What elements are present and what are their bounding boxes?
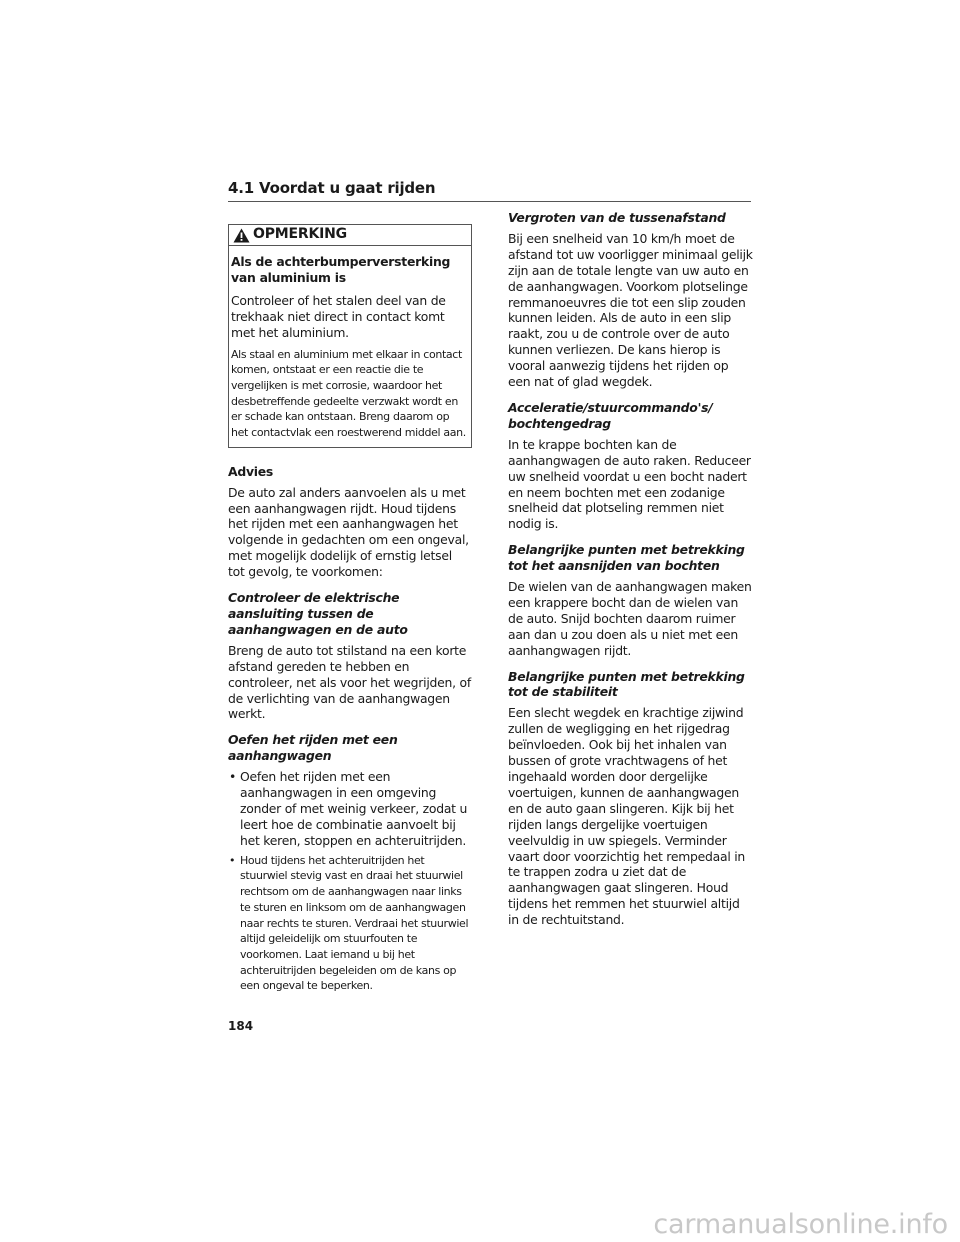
notice-subtitle: Als de achterbumperversterking van aluminium is bbox=[231, 254, 451, 285]
subheading-stability: Belangrijke punten met betrekking tot de stabiliteit bbox=[508, 668, 745, 700]
paragraph-distance: Bij een snelheid van 10 km/h moet de afstand tot uw voorligger minimaal gelijk zijn aan de totale lengte van uw auto en de aanhangwagen. Voorkom plotselinge remmanoeuvres die tot een slip zouden kunnen leiden. Als de auto in een slip raakt, zou u de controle over de auto kunnen verliezen. De kans hierop is vooral aanwezig tijdens het rijden op een nat of glad wegdek. bbox=[508, 230, 753, 390]
section-heading: 4.1 Voordat u gaat rijden bbox=[228, 179, 436, 197]
right-column bbox=[508, 210, 754, 932]
list-item: • Oefen het rijden met een aanhangwagen in een omgeving zonder of met weinig verkeer, zodat u leert hoe de combinatie aanvoelt bij het keren, stoppen en achteruitrijden. bbox=[228, 769, 472, 849]
notice-box bbox=[228, 224, 472, 448]
list-item: • Houd tijdens het achteruitrijden het stuurwiel stevig vast en draai het stuurwiel rechtsom om de aanhangwagen naar links te sturen en linksom om de aanhangwagen naar rechts te sturen. Verdraai het stuurwiel altijd geleidelijk om stuurfouten te voorkomen. Laat iemand u bij het achteruitrijden begeleiden om de kans op een ongeval te beperken. bbox=[228, 853, 472, 994]
paragraph-stability: Een slecht wegdek en krachtige zijwind zullen de wegligging en het rijgedrag beïnvloeden. Ook bij het inhalen van bussen of grote vrachtwagens of het ingehaald worden door dergelijke voertuigen, kunnen de aanhangwagen en de auto gaan slingeren. Kijk bij het rijden langs dergelijke voertuigen veelvuldig in uw spiegels. Verminder vaart door voorzichtig het rempedaal in te trappen zodra u ziet dat de aanhangwagen gaat slingeren. Houd tijdens het remmen het stuurwiel altijd in de rechtuitstand. bbox=[508, 705, 746, 928]
paragraph-cornering: De wielen van de aanhangwagen maken een krappere bocht dan de wielen van de auto. Snijd bochten daarom ruimer aan dan u zou doen als u niet met een aanhangwagen rijdt. bbox=[508, 579, 752, 658]
intro-paragraph: De auto zal anders aanvoelen als u met een aanhangwagen rijdt. Houd tijdens het rijden met een aanhangwagen het volgende in gedachten om een ongeval, met mogelijk dodelijk of ernstig letsel tot gevolg, te voorkomen: bbox=[228, 484, 469, 580]
page-number: 184 bbox=[228, 1019, 254, 1033]
subheading-cornering: Belangrijke punten met betrekking tot het aansnijden van bochten bbox=[508, 542, 745, 574]
subheading-acceleration: Acceleratie/stuurcommando's/ bochtengedrag bbox=[508, 399, 713, 431]
subheading-distance: Vergroten van de tussenafstand bbox=[508, 210, 726, 225]
left-column bbox=[228, 210, 472, 998]
subheading-electrical: Controleer de elektrische aansluiting tussen de aanhangwagen en de auto bbox=[228, 590, 408, 637]
section-title-advies: Advies bbox=[228, 463, 274, 479]
notice-label: OPMERKING bbox=[253, 226, 347, 243]
notice-header bbox=[229, 225, 471, 246]
notice-text: Controleer of het stalen deel van de trekhaak niet direct in contact komt met het aluminium. bbox=[231, 292, 446, 340]
practice-bullet-list bbox=[228, 769, 472, 994]
notice-body bbox=[229, 246, 471, 447]
warning-triangle-icon bbox=[233, 228, 250, 243]
paragraph-electrical: Breng de auto tot stilstand na een korte afstand gereden te hebben en controleer, net als voor het wegrijden, of de verlichting van de aanhangwagen werkt. bbox=[228, 642, 471, 722]
paragraph-acceleration: In te krappe bochten kan de aanhangwagen de auto raken. Reduceer uw snelheid voordat u een bocht nadert en neem bochten met een zodanige snelheid dat plotseling remmen niet nodig is. bbox=[508, 436, 751, 532]
subheading-practice: Oefen het rijden met een aanhangwagen bbox=[228, 732, 398, 764]
page-header bbox=[228, 178, 751, 202]
notice-small-text: Als staal en aluminium met elkaar in contact komen, ontstaat er een reactie die te vergelijken is met corrosie, waardoor het desbetreffende gedeelte verzwakt wordt en er schade kan ontstaan. Breng daarom op het contactvlak een roestwerend middel aan. bbox=[231, 347, 466, 440]
watermark: carmanualsonline.info bbox=[653, 1209, 948, 1240]
